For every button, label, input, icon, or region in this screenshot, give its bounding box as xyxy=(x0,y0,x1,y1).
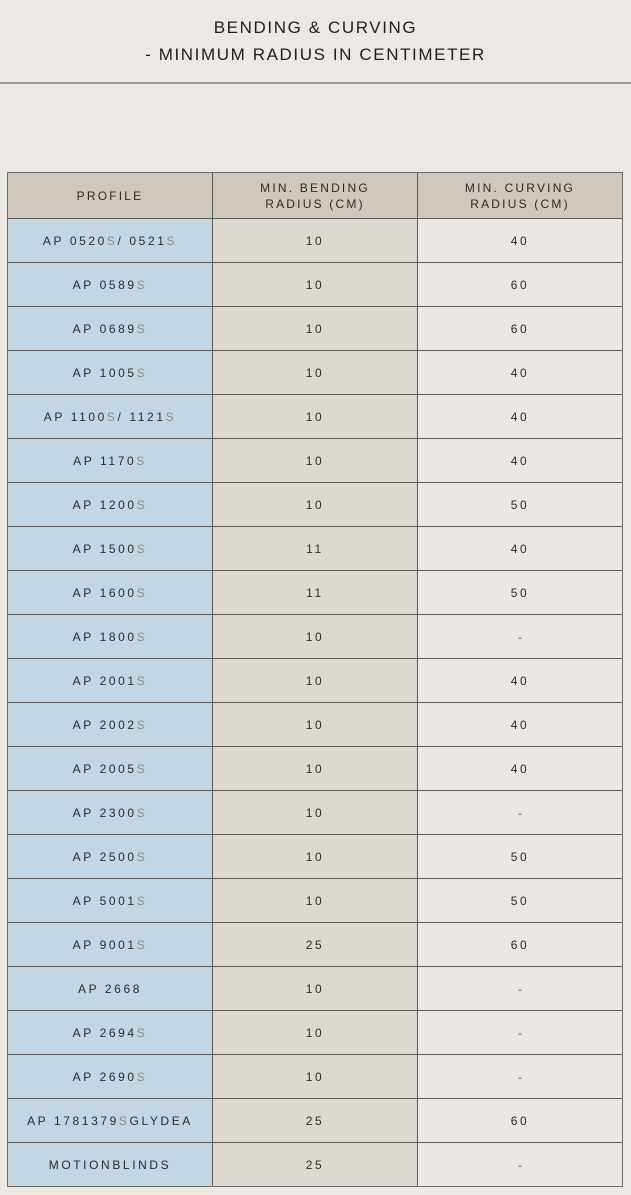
header-profile xyxy=(8,173,213,218)
table-row xyxy=(8,790,622,834)
profile-code: AP 1800 xyxy=(72,629,137,644)
profile-cell xyxy=(8,967,213,1010)
curving-radius-cell: 40 xyxy=(418,747,622,790)
profile-suffix: S xyxy=(118,1113,130,1128)
profile-code: AP 1100 xyxy=(43,409,107,424)
curving-radius-cell: - xyxy=(418,1011,622,1054)
profile-suffix: S xyxy=(136,365,148,380)
table-row xyxy=(8,1142,622,1186)
table-body xyxy=(8,218,622,1186)
curving-radius-cell: 50 xyxy=(418,483,622,526)
bending-radius-cell: 10 xyxy=(213,835,418,878)
profile-code: AP 2690 xyxy=(72,1069,137,1084)
profile-cell xyxy=(8,351,213,394)
profile-cell xyxy=(8,1011,213,1054)
bending-radius-cell: 10 xyxy=(213,483,418,526)
profile-code: AP 2694 xyxy=(72,1025,137,1040)
curving-radius-cell: 50 xyxy=(418,835,622,878)
header-curving-radius xyxy=(418,173,622,218)
profile-cell xyxy=(8,483,213,526)
table-row xyxy=(8,702,622,746)
header-bending-label-2: RADIUS (CM) xyxy=(265,196,365,211)
profile-suffix: S xyxy=(136,277,148,292)
curving-radius-cell: 40 xyxy=(418,395,622,438)
table-row xyxy=(8,306,622,350)
header-curving-label-2: RADIUS (CM) xyxy=(470,196,570,211)
profile-code: AP 0589 xyxy=(72,277,137,292)
header-profile-label: PROFILE xyxy=(76,188,144,203)
table-header-row xyxy=(8,173,622,218)
curving-radius-cell: - xyxy=(418,967,622,1010)
bending-radius-cell: 10 xyxy=(213,791,418,834)
table-row xyxy=(8,1098,622,1142)
profile-code: GLYDEA xyxy=(129,1113,193,1128)
header-curving-label-1: MIN. CURVING xyxy=(464,180,576,195)
profile-suffix: S xyxy=(106,233,118,248)
curving-radius-cell: 40 xyxy=(418,219,622,262)
curving-radius-cell: 50 xyxy=(418,879,622,922)
table-row xyxy=(8,1054,622,1098)
profile-cell xyxy=(8,571,213,614)
profile-cell xyxy=(8,615,213,658)
table-row xyxy=(8,834,622,878)
profile-code: AP 0520 xyxy=(42,233,107,248)
table-row xyxy=(8,1010,622,1054)
profile-cell xyxy=(8,659,213,702)
table-row xyxy=(8,614,622,658)
table-row xyxy=(8,570,622,614)
header-bending-label-1: MIN. BENDING xyxy=(260,180,370,195)
profile-suffix: S xyxy=(136,805,148,820)
profile-cell xyxy=(8,307,213,350)
profile-code: / 1121 xyxy=(117,409,166,424)
radius-table xyxy=(7,172,623,1187)
bending-radius-cell: 10 xyxy=(213,615,418,658)
bending-radius-cell: 10 xyxy=(213,307,418,350)
profile-suffix: S xyxy=(136,1069,148,1084)
profile-code: AP 1170 xyxy=(73,453,137,468)
table-row xyxy=(8,878,622,922)
profile-code: AP 2300 xyxy=(72,805,137,820)
profile-cell xyxy=(8,1143,213,1186)
profile-code: AP 0689 xyxy=(72,321,137,336)
curving-radius-cell: - xyxy=(418,791,622,834)
profile-suffix: S xyxy=(136,585,148,600)
profile-suffix: S xyxy=(136,937,148,952)
bending-radius-cell: 10 xyxy=(213,219,418,262)
curving-radius-cell: - xyxy=(418,615,622,658)
curving-radius-cell: 60 xyxy=(418,307,622,350)
table-row xyxy=(8,218,622,262)
table-row xyxy=(8,922,622,966)
profile-suffix: S xyxy=(136,849,148,864)
page-header xyxy=(0,0,631,84)
bending-radius-cell: 10 xyxy=(213,967,418,1010)
profile-suffix: S xyxy=(106,409,118,424)
page-title-line-2: - MINIMUM RADIUS IN CENTIMETER xyxy=(145,45,486,64)
profile-code: AP 2005 xyxy=(72,761,137,776)
profile-cell xyxy=(8,219,213,262)
table-row xyxy=(8,746,622,790)
profile-code: AP 1781379 xyxy=(27,1113,119,1128)
header-bending-radius xyxy=(213,173,418,218)
bending-radius-cell: 10 xyxy=(213,263,418,306)
bending-radius-cell: 10 xyxy=(213,659,418,702)
profile-code: AP 1500 xyxy=(72,541,137,556)
profile-cell xyxy=(8,791,213,834)
profile-cell xyxy=(8,835,213,878)
curving-radius-cell: 40 xyxy=(418,659,622,702)
profile-cell xyxy=(8,1099,213,1142)
curving-radius-cell: 60 xyxy=(418,923,622,966)
profile-code: AP 1200 xyxy=(72,497,137,512)
bending-radius-cell: 11 xyxy=(213,527,418,570)
profile-suffix: S xyxy=(136,497,148,512)
profile-cell xyxy=(8,703,213,746)
profile-cell xyxy=(8,747,213,790)
profile-suffix: S xyxy=(166,233,178,248)
profile-cell xyxy=(8,1055,213,1098)
bending-radius-cell: 10 xyxy=(213,747,418,790)
bending-radius-cell: 10 xyxy=(213,1055,418,1098)
profile-suffix: S xyxy=(136,893,148,908)
page-title-line-1: BENDING & CURVING xyxy=(213,18,418,37)
bending-radius-cell: 25 xyxy=(213,1143,418,1186)
curving-radius-cell: 60 xyxy=(418,1099,622,1142)
curving-radius-cell: 40 xyxy=(418,527,622,570)
curving-radius-cell: 40 xyxy=(418,703,622,746)
profile-suffix: S xyxy=(136,673,148,688)
profile-cell xyxy=(8,395,213,438)
curving-radius-cell: 50 xyxy=(418,571,622,614)
profile-cell xyxy=(8,527,213,570)
profile-code: AP 9001 xyxy=(72,937,137,952)
table-row xyxy=(8,438,622,482)
bending-radius-cell: 10 xyxy=(213,439,418,482)
bending-radius-cell: 25 xyxy=(213,923,418,966)
table-row xyxy=(8,966,622,1010)
profile-code: AP 1005 xyxy=(72,365,137,380)
bending-radius-cell: 10 xyxy=(213,395,418,438)
curving-radius-cell: 40 xyxy=(418,351,622,394)
bending-radius-cell: 25 xyxy=(213,1099,418,1142)
profile-code: AP 2668 xyxy=(77,981,143,996)
profile-suffix: S xyxy=(136,321,148,336)
profile-suffix: S xyxy=(136,761,148,776)
profile-code: AP 5001 xyxy=(72,893,137,908)
curving-radius-cell: 40 xyxy=(418,439,622,482)
curving-radius-cell: 60 xyxy=(418,263,622,306)
profile-cell xyxy=(8,439,213,482)
profile-cell xyxy=(8,879,213,922)
bending-radius-cell: 10 xyxy=(213,351,418,394)
bending-radius-cell: 10 xyxy=(213,879,418,922)
profile-cell xyxy=(8,263,213,306)
table-row xyxy=(8,262,622,306)
table-row xyxy=(8,526,622,570)
bending-radius-cell: 11 xyxy=(213,571,418,614)
profile-code: AP 2500 xyxy=(72,849,137,864)
profile-code: AP 2001 xyxy=(72,673,137,688)
table-row xyxy=(8,394,622,438)
profile-suffix: S xyxy=(136,453,147,468)
profile-code: AP 2002 xyxy=(72,717,137,732)
curving-radius-cell: - xyxy=(418,1055,622,1098)
bending-radius-cell: 10 xyxy=(213,703,418,746)
table-row xyxy=(8,658,622,702)
table-row xyxy=(8,482,622,526)
profile-code: MOTIONBLINDS xyxy=(48,1157,172,1172)
profile-code: AP 1600 xyxy=(72,585,137,600)
profile-suffix: S xyxy=(136,1025,148,1040)
bending-radius-cell: 10 xyxy=(213,1011,418,1054)
profile-suffix: S xyxy=(136,541,148,556)
profile-suffix: S xyxy=(136,629,148,644)
profile-suffix: S xyxy=(136,717,148,732)
table-row xyxy=(8,350,622,394)
curving-radius-cell: - xyxy=(418,1143,622,1186)
profile-cell xyxy=(8,923,213,966)
profile-code: / 0521 xyxy=(117,233,167,248)
profile-suffix: S xyxy=(165,409,177,424)
